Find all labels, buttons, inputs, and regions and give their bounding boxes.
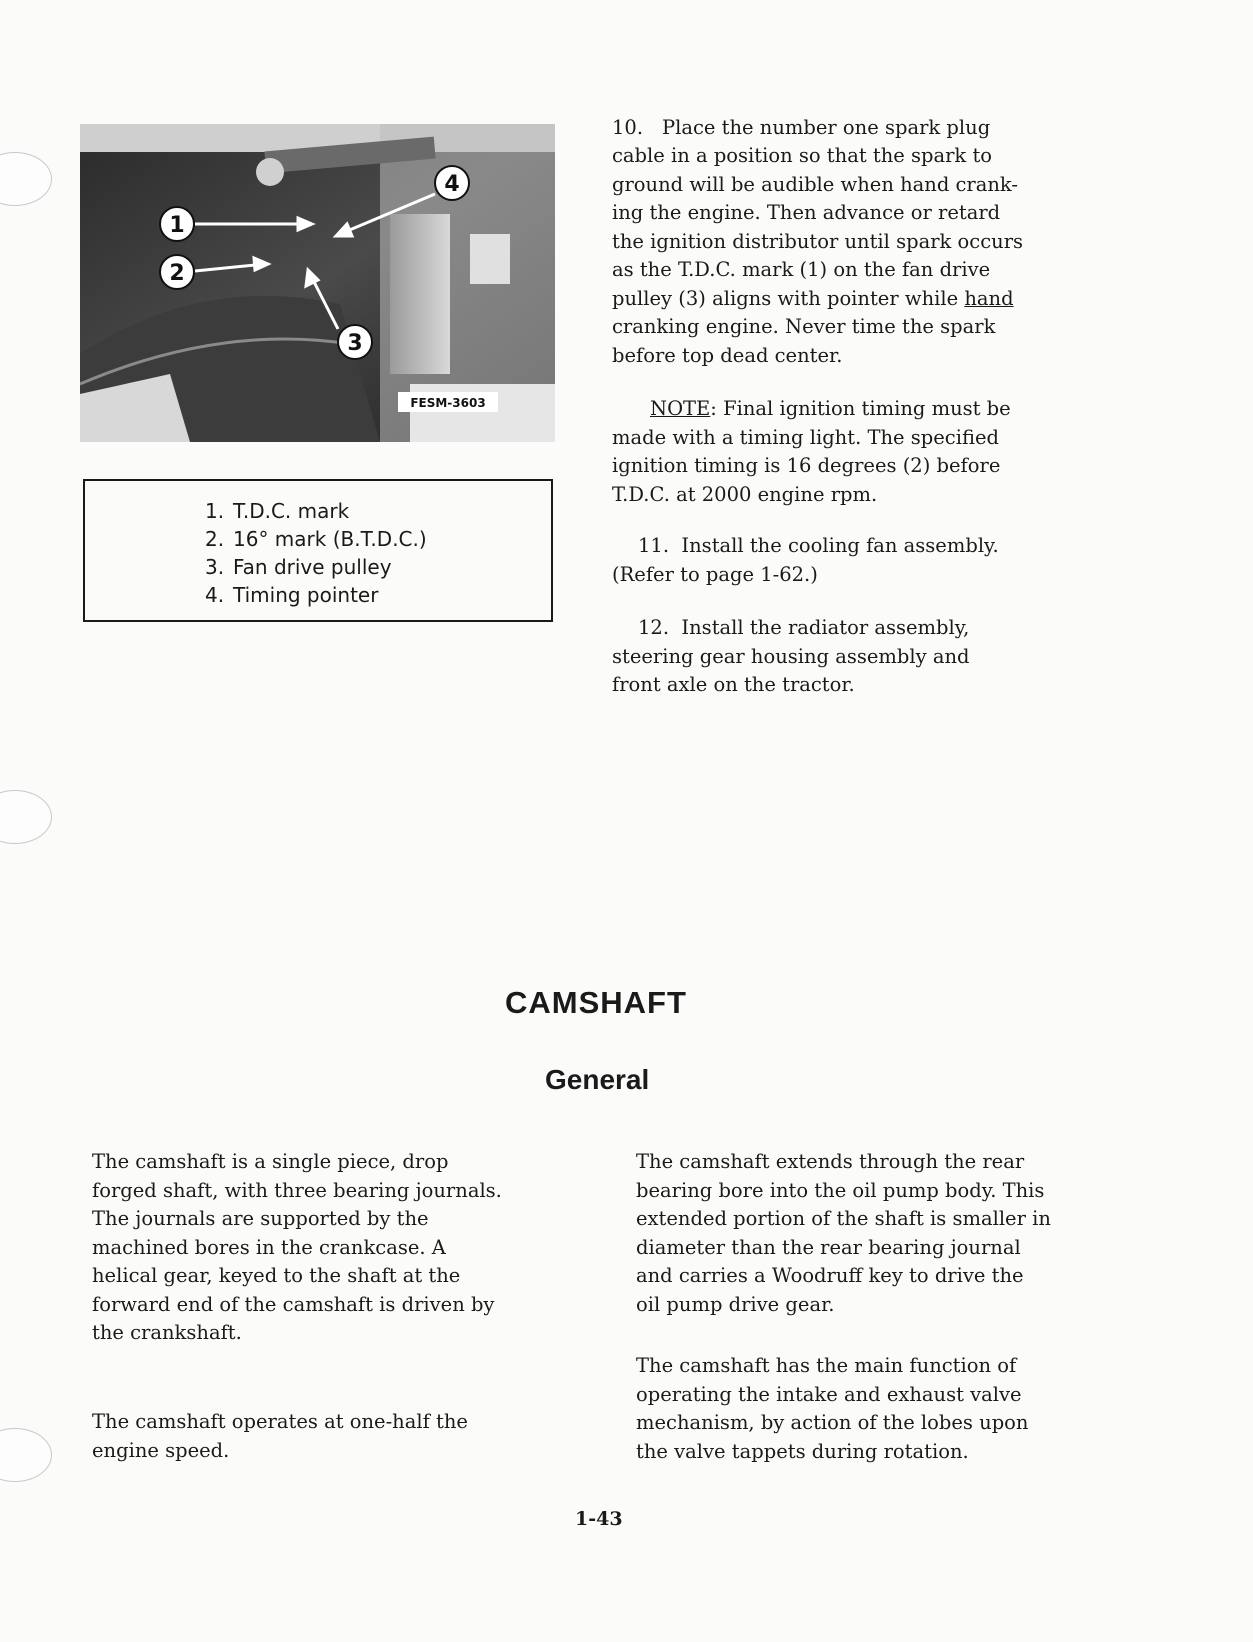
text-line: engine speed. <box>92 1438 230 1462</box>
text-line: the crankshaft. <box>92 1321 242 1344</box>
text-line: helical gear, keyed to the shaft at the <box>92 1264 461 1287</box>
text-line: pulley (3) aligns with pointer while hand <box>612 286 1014 310</box>
text-line: Place the number one spark plug <box>662 116 991 139</box>
text-line: NOTE: Final ignition timing must be <box>650 397 1011 420</box>
svg-text:4: 4 <box>444 172 460 197</box>
text-line: extended portion of the shaft is smaller in <box>636 1207 1051 1230</box>
text-line: The camshaft has the main function of <box>636 1354 1017 1377</box>
text-line: before top dead center. <box>612 343 843 367</box>
text-line: The camshaft is a single piece, drop <box>92 1150 449 1173</box>
text-line: diameter than the rear bearing journal <box>636 1235 1021 1259</box>
bleed-through <box>100 620 560 920</box>
text-line: The camshaft extends through the rear <box>636 1150 1025 1173</box>
binder-hole <box>0 790 52 844</box>
timing-marks-photo <box>80 124 555 442</box>
text-line: 12. Install the radiator assembly, <box>638 616 970 639</box>
text-line: mechanism, by action of the lobes upon <box>636 1411 1029 1434</box>
text-line: bearing bore into the oil pump body. This <box>636 1178 1045 1202</box>
figure-legend <box>83 479 553 622</box>
text-line: steering gear housing assembly and <box>612 644 970 668</box>
general-left-p2 <box>92 1408 468 1465</box>
step-10 <box>612 114 991 143</box>
text-line: (Refer to page 1-62.) <box>612 562 818 586</box>
text-line: cable in a position so that the spark to <box>612 144 993 167</box>
text-line: as the T.D.C. mark (1) on the fan drive <box>612 258 991 281</box>
text-line: front axle on the tractor. <box>612 673 855 696</box>
text-line: made with a timing light. The specified <box>612 425 999 449</box>
general-right-p2 <box>636 1352 1028 1466</box>
text-line: cranking engine. Never time the spark <box>612 315 996 338</box>
step-number: 10. <box>612 116 644 139</box>
text-line: ignition timing is 16 degrees (2) before <box>612 454 1001 477</box>
legend-item: 4. Timing pointer <box>205 583 379 607</box>
callout-2 <box>160 255 194 289</box>
text-line: oil pump drive gear. <box>636 1292 835 1316</box>
legend-item: 1. T.D.C. mark <box>205 499 350 523</box>
text-line: ing the engine. Then advance or retard <box>612 201 1001 224</box>
callout-4 <box>435 166 469 200</box>
binder-hole <box>0 1428 52 1482</box>
binder-hole <box>0 152 52 206</box>
text-line: machined bores in the crankcase. A <box>92 1235 446 1259</box>
callout-3 <box>338 325 372 359</box>
step-11 <box>612 532 999 589</box>
legend-item: 2. 16° mark (B.T.D.C.) <box>205 527 427 551</box>
text-line: T.D.C. at 2000 engine rpm. <box>612 482 878 506</box>
page-number: 1-43 <box>575 1508 623 1530</box>
text-line: The camshaft operates at one-half the <box>92 1410 468 1433</box>
text-line: operating the intake and exhaust valve <box>636 1382 1022 1406</box>
svg-text:1: 1 <box>169 213 185 238</box>
callout-1 <box>160 207 194 241</box>
general-right-p1 <box>636 1148 1051 1319</box>
text-line: the valve tappets during rotation. <box>636 1439 969 1463</box>
text-line: the ignition distributor until spark occurs <box>612 229 1024 253</box>
note <box>612 395 1011 509</box>
text-line: and carries a Woodruff key to drive the <box>636 1264 1024 1287</box>
step-10-body <box>612 142 1023 370</box>
text-line: ground will be audible when hand crank- <box>612 172 1018 196</box>
text-line: forged shaft, with three bearing journals. <box>92 1178 502 1202</box>
legend-item: 3. Fan drive pulley <box>205 555 392 579</box>
text-line: forward end of the camshaft is driven by <box>92 1292 495 1316</box>
svg-text:3: 3 <box>347 331 363 356</box>
general-left-p1 <box>92 1148 502 1348</box>
section-title: CAMSHAFT <box>505 985 687 1020</box>
text-line: The journals are supported by the <box>92 1207 429 1230</box>
step-12 <box>612 614 970 700</box>
section-subtitle: General <box>545 1064 650 1095</box>
text-line: 11. Install the cooling fan assembly. <box>638 534 999 557</box>
svg-text:2: 2 <box>169 261 185 286</box>
figure-code: FESM-3603 <box>410 396 486 410</box>
